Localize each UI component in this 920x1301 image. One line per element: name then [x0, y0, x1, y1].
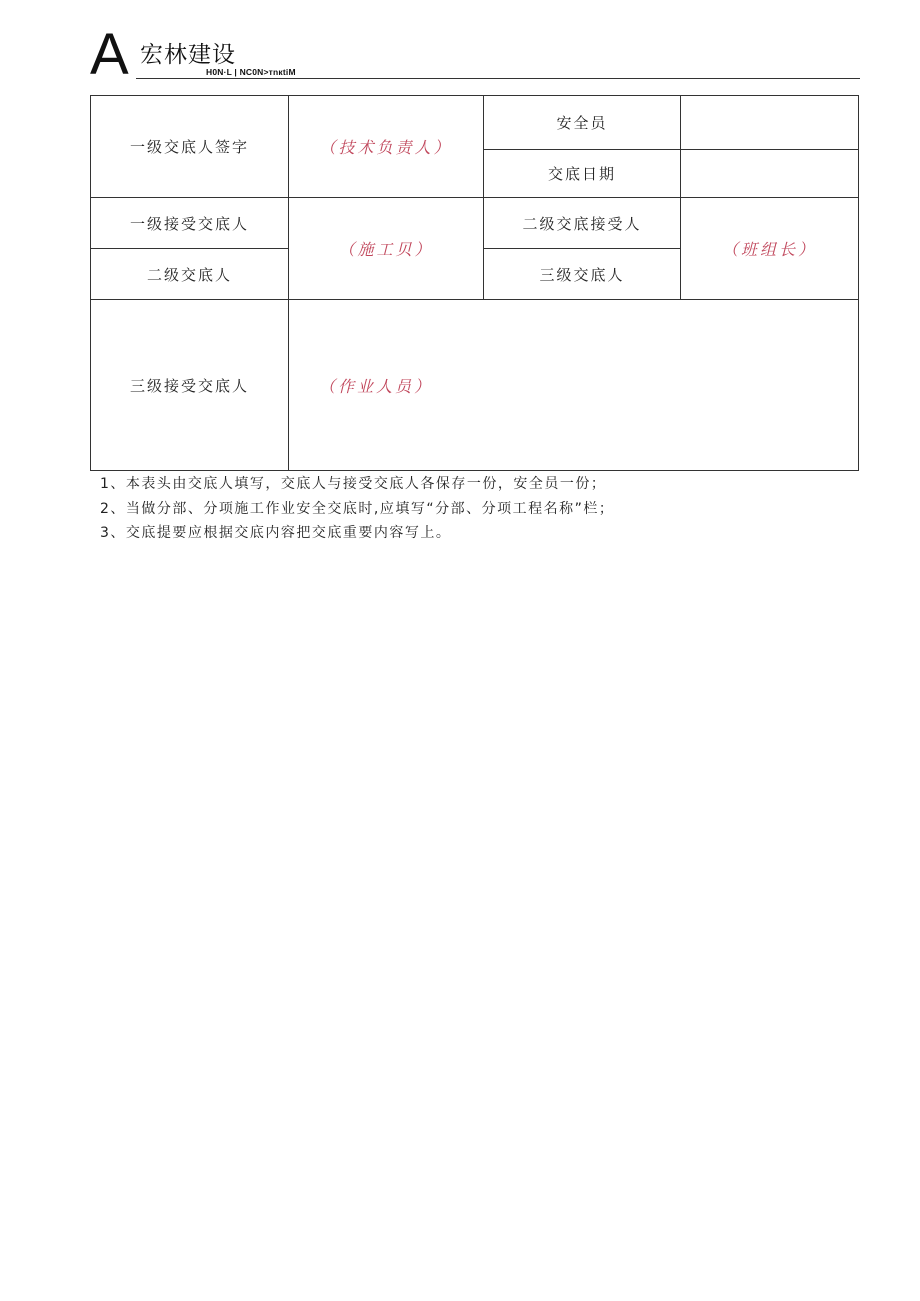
workers-sign-field[interactable]: （作业人员） — [289, 300, 859, 471]
note-item: 3、交底提要应根据交底内容把交底重要内容写上。 — [100, 525, 452, 541]
level1-sign-field[interactable]: （技术负责人） — [289, 96, 484, 198]
level2-receiver-label: 二级交底接受人 — [484, 198, 681, 249]
disclosure-date-field[interactable] — [681, 150, 859, 198]
construction-worker-field[interactable]: （施工贝） — [289, 198, 484, 300]
company-logo: A — [90, 22, 129, 87]
team-leader-field[interactable]: （班组长） — [681, 198, 859, 300]
level1-receiver-label: 一级接受交底人 — [91, 198, 289, 249]
header-divider — [136, 78, 860, 79]
level1-sign-label: 一级交底人签字 — [91, 96, 289, 198]
safety-officer-field[interactable] — [681, 96, 859, 150]
note-item: 2、当做分部、分项施工作业安全交底时,应填写“分部、分项工程名称”栏； — [100, 500, 615, 517]
level2-discloser-label: 二级交底人 — [91, 249, 289, 300]
level3-receiver-label: 三级接受交底人 — [91, 300, 289, 471]
notes-section — [100, 472, 614, 546]
company-name: 宏林建设 — [140, 42, 236, 68]
document-header — [88, 22, 860, 87]
safety-officer-label: 安全员 — [484, 96, 681, 150]
disclosure-sign-table — [90, 95, 859, 471]
disclosure-date-label: 交底日期 — [484, 150, 681, 198]
company-english-name: H0N·L | NC0N>тnкtiM — [206, 67, 296, 77]
level3-discloser-label: 三级交底人 — [484, 249, 681, 300]
note-item: 1、本表头由交底人填写，交底人与接受交底人各保存一份，安全员一份； — [100, 476, 607, 492]
